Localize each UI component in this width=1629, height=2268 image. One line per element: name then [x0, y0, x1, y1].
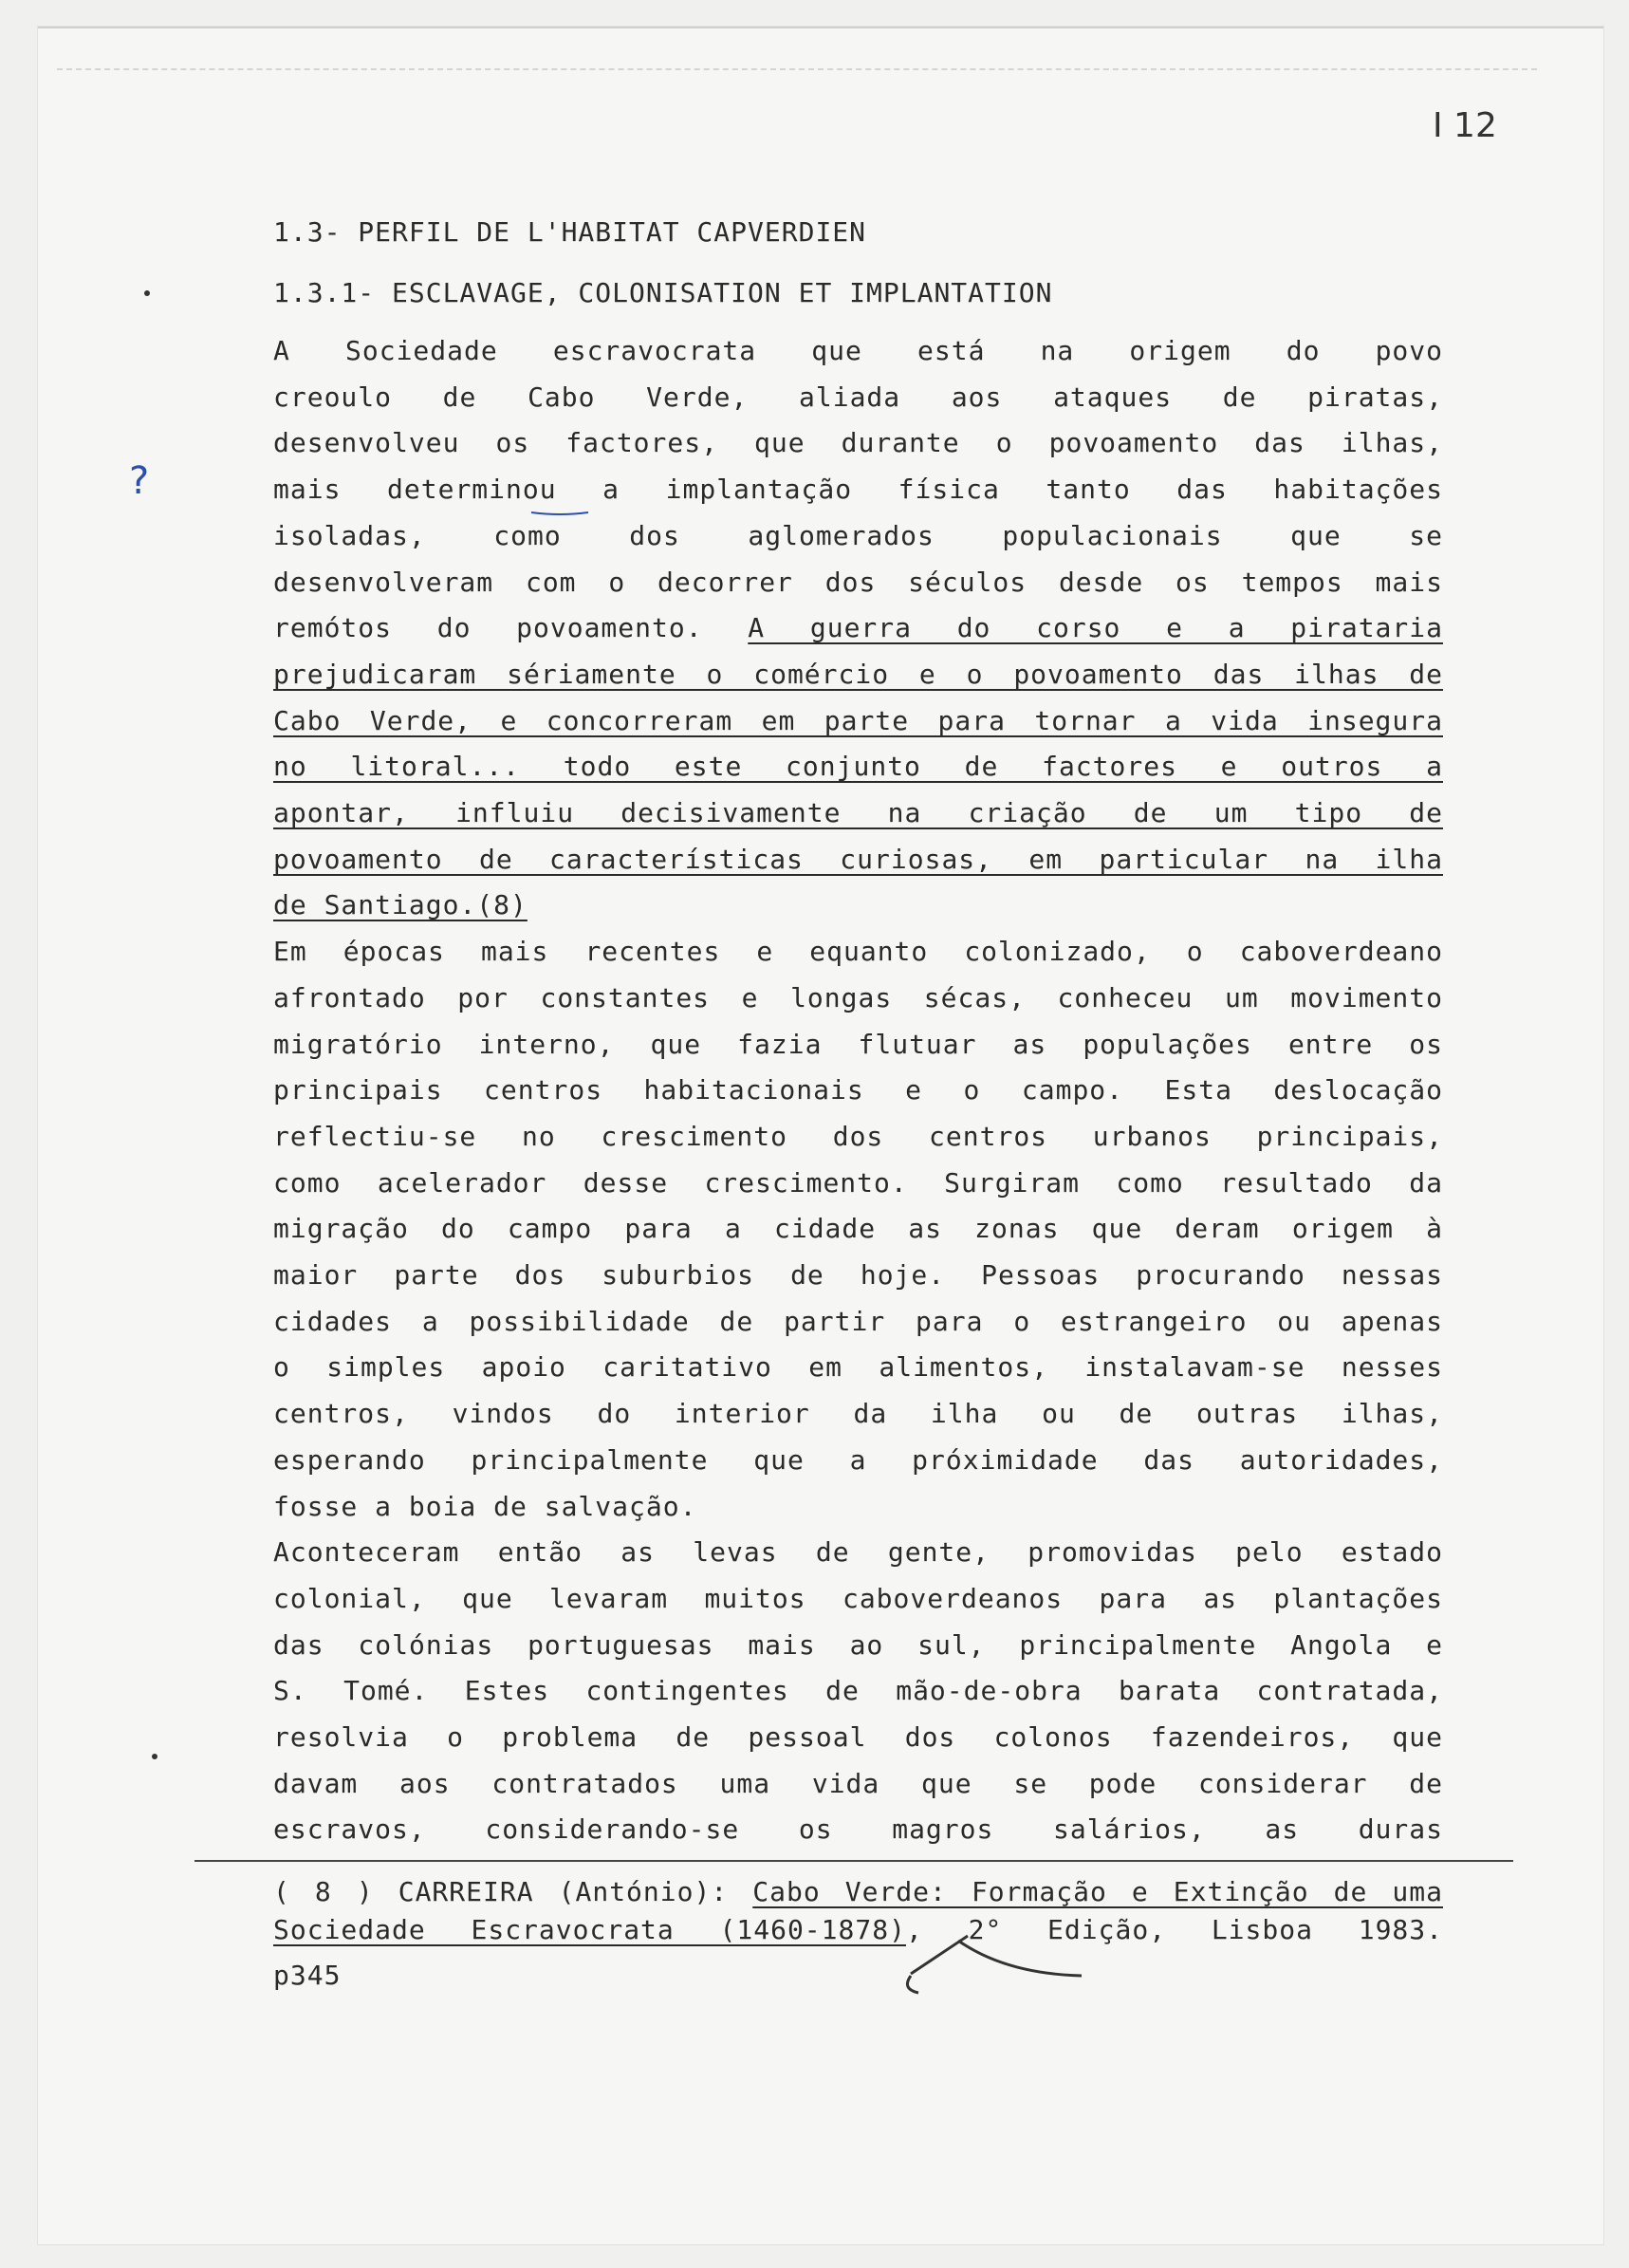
body-line: Aconteceram então as levas de gente, promovidas pelo estado	[273, 1536, 1443, 1569]
footnote-edition: , 2° Edição, Lisboa 1983.	[905, 1914, 1444, 1945]
footnote-citation: ( 8 ) CARREIRA (António):	[273, 1876, 753, 1907]
body-line: afrontado por constantes e longas sécas, conheceu um movimento	[273, 981, 1443, 1013]
body-line: prejudicaram sériamente o comércio e o povoamento das ilhas de	[273, 658, 1443, 690]
body-line: fosse a boia de salvação.	[273, 1490, 697, 1522]
body-line: das colónias portuguesas mais ao sul, principalmente Angola e	[273, 1628, 1443, 1661]
body-line: davam aos contratados uma vida que se pode considerar de	[273, 1767, 1443, 1799]
subsection-heading: 1.3.1- ESCLAVAGE, COLONISATION ET IMPLANTATION	[273, 277, 1053, 308]
body-line: apontar, influiu decisivamente na criação de um tipo de	[273, 797, 1443, 828]
page-number: I 12	[1433, 106, 1497, 145]
body-line: o simples apoio caritativo em alimentos, instalavam-se nesses	[273, 1351, 1443, 1384]
footnote-page: p345	[273, 1960, 342, 1991]
body-line: S. Tomé. Estes contingentes de mão-de-obra barata contratada,	[273, 1675, 1443, 1707]
body-line: mais determinou a implantação física tanto das habitações	[273, 474, 1443, 506]
body-line: colonial, que levaram muitos caboverdeanos para as plantações	[273, 1582, 1443, 1614]
body-text-plain: remótos do povoamento.	[273, 612, 749, 644]
handwritten-flourish	[911, 1936, 1082, 1976]
margin-question-mark: ?	[129, 459, 150, 503]
body-line: Em épocas mais recentes e equanto colonizado, o caboverdeano	[273, 936, 1443, 968]
body-line: A Sociedade escravocrata que está na origem do povo	[273, 335, 1443, 366]
handwritten-flourish-hook	[907, 1976, 918, 1993]
body-line: desenvolveram com o decorrer dos séculos desde os tempos mais	[273, 566, 1443, 598]
body-line: povoamento de características curiosas, em particular na ilha	[273, 843, 1443, 875]
body-line: migração do campo para a cidade as zonas que deram origem à	[273, 1213, 1443, 1245]
body-line: desenvolveu os factores, que durante o povoamento das ilhas,	[273, 427, 1443, 459]
footnote-title-part1: Cabo Verde: Formação e Extinção de uma	[752, 1876, 1443, 1907]
body-line: principais centros habitacionais e o campo. Esta deslocação	[273, 1074, 1443, 1106]
footnote-title-part2: Sociedade Escravocrata (1460-1878)	[273, 1914, 906, 1945]
body-line: de Santiago.(8)	[273, 889, 528, 921]
body-line: isoladas, como dos aglomerados populacionais que se	[273, 519, 1443, 551]
body-line: creoulo de Cabo Verde, aliada aos ataques de piratas,	[273, 381, 1443, 413]
body-line: como acelerador desse crescimento. Surgiram como resultado da	[273, 1166, 1443, 1199]
section-heading: 1.3- PERFIL DE L'HABITAT CAPVERDIEN	[273, 216, 867, 248]
body-line: no litoral... todo este conjunto de factores e outros a	[273, 751, 1443, 783]
ink-underline-mark	[531, 512, 588, 514]
body-line: esperando principalmente que a próximidade das autoridades,	[273, 1443, 1443, 1476]
body-text-underlined: A guerra do corso e a pirataria	[748, 612, 1443, 644]
body-line: Cabo Verde, e concorreram em parte para tornar a vida insegura	[273, 704, 1443, 736]
body-line: escravos, considerando-se os magros salários, as duras	[273, 1813, 1443, 1846]
body-line: reflectiu-se no crescimento dos centros urbanos principais,	[273, 1120, 1443, 1152]
body-line: centros, vindos do interior da ilha ou de outras ilhas,	[273, 1398, 1443, 1430]
body-line: resolvia o problema de pessoal dos colonos fazendeiros, que	[273, 1721, 1443, 1753]
body-line: maior parte dos suburbios de hoje. Pessoas procurando nessas	[273, 1259, 1443, 1291]
body-line: migratório interno, que fazia flutuar as populações entre os	[273, 1028, 1443, 1060]
body-line: cidades a possibilidade de partir para o estrangeiro ou apenas	[273, 1305, 1443, 1337]
